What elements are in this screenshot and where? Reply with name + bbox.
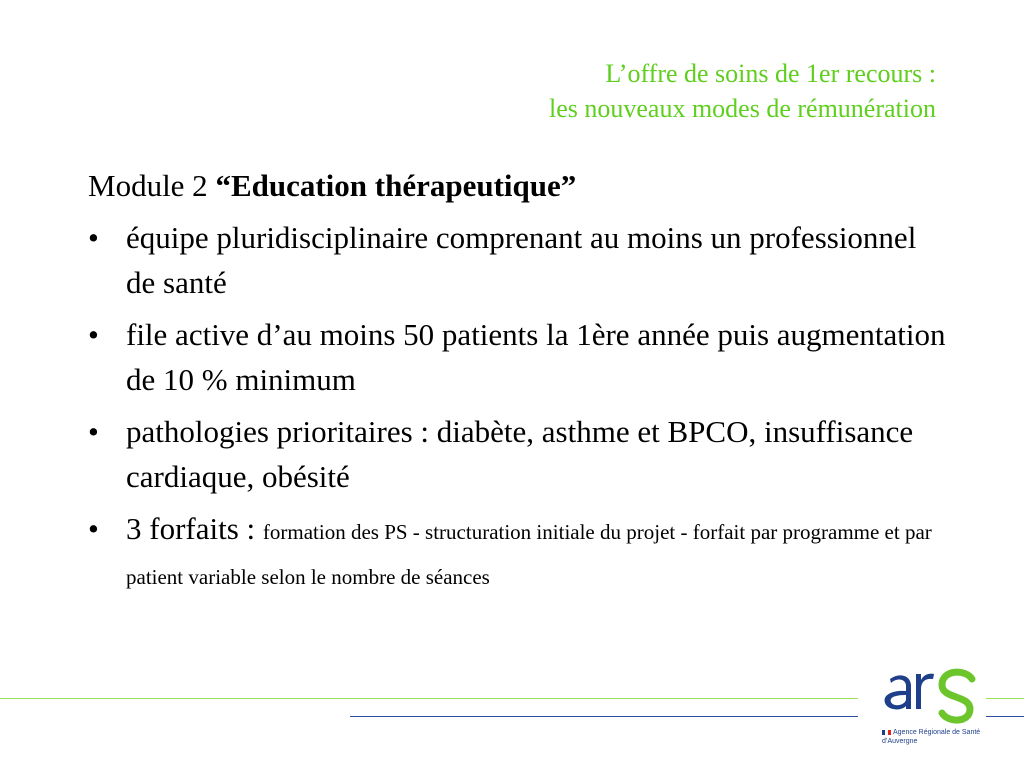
logo-line-1: Agence Régionale de Santé <box>893 729 981 736</box>
bullet-icon: • <box>88 317 99 352</box>
footer-divider-green-right <box>986 698 1024 699</box>
ars-logo-caption <box>882 728 982 746</box>
logo-line-2: d’Auvergne <box>882 738 918 745</box>
module-heading-prefix: Module 2 <box>88 168 216 203</box>
bullet-text: pathologies prioritaires : diabète, asthme et BPCO, insuffisance cardiaque, obésité <box>126 414 914 494</box>
bullet-item <box>88 215 948 305</box>
bullet-detail: formation des PS - structuration initiale du projet - forfait par programme et par patient variable selon le nombre de séances <box>126 520 932 589</box>
bullet-text: équipe pluridisciplinaire comprenant au moins un professionnel de santé <box>126 220 917 300</box>
bullet-icon: • <box>88 220 99 255</box>
footer-divider-blue <box>350 716 858 717</box>
slide-title-line-1: L’offre de soins de 1er recours : <box>605 59 936 88</box>
bullet-icon: • <box>88 511 99 546</box>
bullet-text: file active d’au moins 50 patients la 1ère année puis augmentation de 10 % minimum <box>126 317 946 397</box>
slide-body <box>88 163 948 596</box>
bullet-item <box>88 409 948 499</box>
bullet-lead: 3 forfaits : <box>126 511 263 546</box>
footer-divider-blue-right <box>986 716 1024 717</box>
bullet-list <box>88 215 948 596</box>
module-heading-title: “Education thérapeutique” <box>215 168 577 203</box>
slide-title <box>549 56 936 126</box>
slide-title-line-2: les nouveaux modes de rémunération <box>549 94 936 123</box>
footer-divider-green <box>0 698 858 699</box>
module-heading <box>88 163 948 208</box>
bullet-item <box>88 312 948 402</box>
bullet-icon: • <box>88 414 99 449</box>
french-flag-icon <box>882 730 891 735</box>
bullet-item <box>88 506 948 596</box>
